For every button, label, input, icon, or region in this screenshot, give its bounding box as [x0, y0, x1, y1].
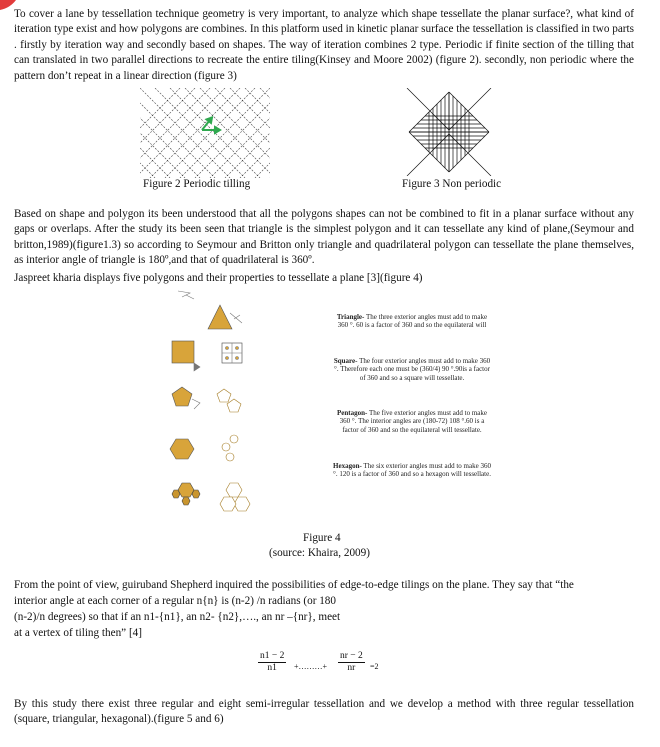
figure4-polygon-drawings: [160, 287, 260, 517]
paragraph-polygon-shapes: Based on shape and polygon its been understood that all the polygons shapes can not be combined to fit in a planar surface without any gaps or overlaps. After the study its been seen that triangle is the simplest polygon and it can tessellate any kind of plane,(Seymour and britton,1989)(figure1.3) so according to Seymour and Britton only triangle and quadrilateral polygon can tessellate the plane themselves, as interior angle of triangle is 180º,and that of quadrilateral is 360º.: [14, 208, 634, 267]
figure4-source: (source: Khaira, 2009): [269, 547, 370, 559]
paragraph-shepherd-line2: interior angle at each corner of a regular n{n} is (n-2) /n radians (or 180: [14, 595, 336, 607]
figure4-caption: Figure 4: [303, 532, 341, 544]
formula-fraction-1: $\frac{n1 - 2}{n1}$: [260, 651, 285, 673]
figure4-note-square: Square- The four exterior angles must add to make 360 °. Therefore each one must be (360/4) 90 °.90is a factor of 360 and so a square will tessellate.: [333, 357, 491, 382]
figure4-note-pentagon: Pentagon- The five exterior angles must add to make 360 °. The interior angles are (180-72) 108 °.60 is a factor of 360 and so the equilateral will tessellate.: [337, 409, 487, 434]
formula-fraction-2: $\frac{nr - 2}{nr}$: [340, 651, 363, 673]
figure4-note-triangle: Triangle- The three exterior angles must add to make 360 °. 60 is a factor of 360 and so the equilateral will: [336, 313, 488, 330]
formula-middle: +………+: [294, 662, 328, 671]
formula-result: =2: [370, 662, 379, 671]
tiling-formula: [258, 651, 398, 685]
figure3-nonperiodic-tiling: [403, 88, 495, 176]
figure2-periodic-tiling: [140, 88, 270, 178]
paragraph-kharia-intro: Jaspreet kharia displays five polygons and their properties to tessellate a plane [3](figure 4): [14, 272, 423, 284]
paragraph-shepherd-line4: at a vertex of tiling then” [4]: [14, 627, 142, 639]
paragraph-tessellation-intro: To cover a lane by tessellation technique geometry is very important, to analyze which shape tessellate the planar surface?, what kind of iteration type exist and how polygons are combines. In this platform used in kinetic planar surface the tessellation is classified in two parts . firstly by iteration way and secondly based on shapes. The way of iteration combines 2 type. Periodic if finite section of the tilling that can translated in two parallel directions to recreate the entire tiling(Kinsey and Moore 2002) (figure 2). secondly, non periodic where the pattern don’t repeat in a linear direction (figure 3): [14, 8, 634, 82]
translation-arrows-icon: [202, 118, 220, 134]
figure4-note-hexagon: Hexagon- The six exterior angles must add to make 360 °. 120 is a factor of 360 and so a hexagon will tessellate.: [333, 462, 491, 479]
figure2-caption: Figure 2 Periodic tilling: [143, 178, 251, 190]
paragraph-regular-tessellation: By this study there exist three regular and eight semi-irregular tessellation and we develop a method with three regular tessellation (square, triangular, hexagonal).(figure 5 and 6): [14, 698, 634, 726]
paragraph-shepherd-line1: From the point of view, guiruband Shepherd inquired the possibilities of edge-to-edge tilings on the plane. They say that “the: [14, 579, 574, 591]
figure3-caption: Figure 3 Non periodic: [402, 178, 502, 190]
paragraph-shepherd-line3: (n-2)/n degrees) so that if an n1-{n1}, an n2- {n2},…., an nr –{nr}, meet: [14, 611, 341, 623]
